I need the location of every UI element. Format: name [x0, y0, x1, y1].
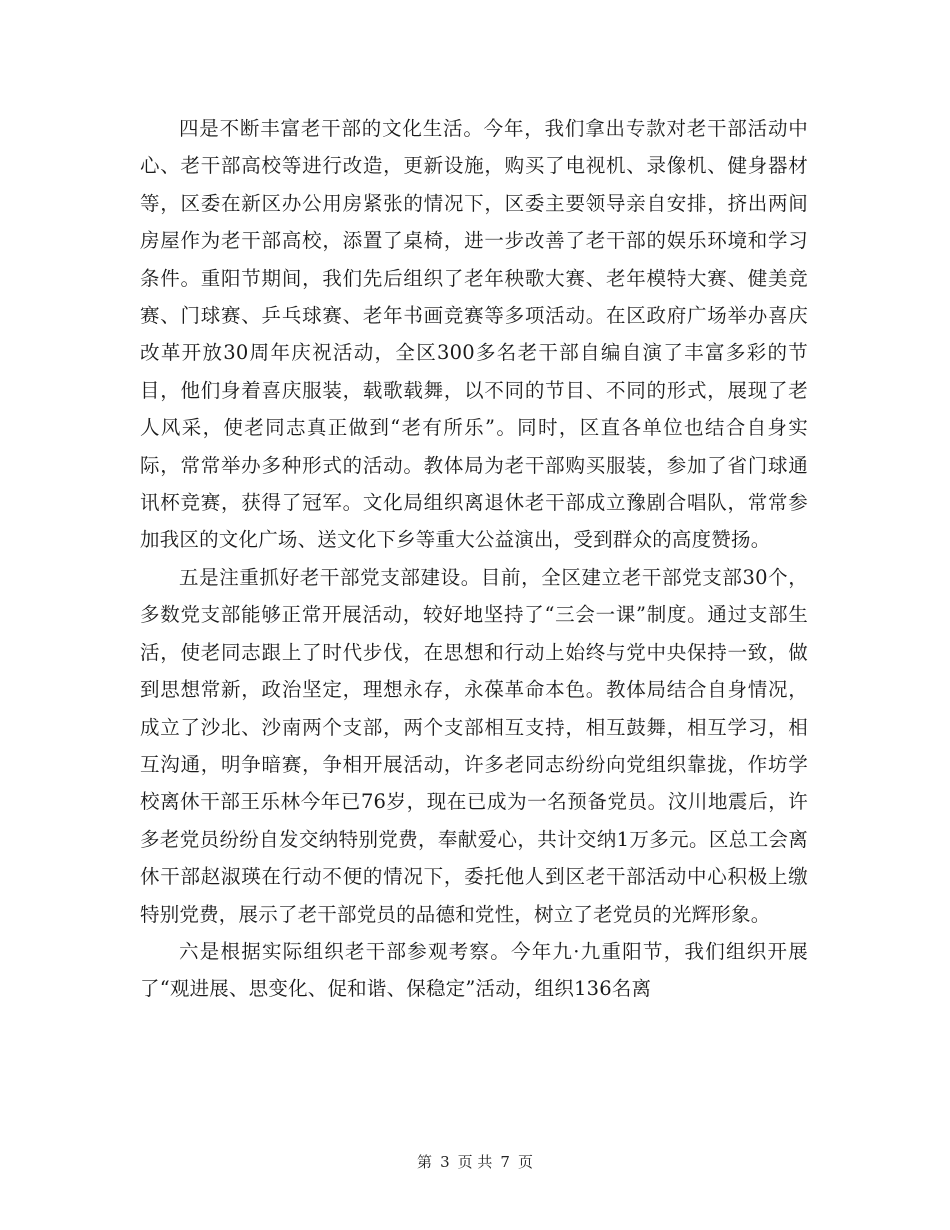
footer-suffix: 页 — [517, 1153, 533, 1171]
paragraph-culture-life: 四是不断丰富老干部的文化生活。今年，我们拿出专款对老干部活动中心、老干部高校等进行改造，更新设施，购买了电视机、录像机、健身器材等，区委在新区办公用房紧张的情况下，区委主要领导亲自安排，挤出两间房屋作为老干部高校，添置了桌椅，进一步改善了老干部的娱乐环境和学习条件。重阳节期间，我们先后组织了老年秧歌大赛、老年模特大赛、健美竞赛、门球赛、乒乓球赛、老年书画竞赛等多项活动。在区政府广场举办喜庆改革开放30周年庆祝活动，全区300多名老干部自编自演了丰富多彩的节目，他们身着喜庆服装，载歌载舞，以不同的节目、不同的形式，展现了老人风采，使老同志真正做到“老有所乐”。同时，区直各单位也结合自身实际，常常举办多种形式的活动。教体局为老干部购买服装，参加了省门球通讯杯竞赛，获得了冠军。文化局组织离退休老干部成立豫剧合唱队，常常参加我区的文化广场、送文化下乡等重大公益演出，受到群众的高度赞扬。 — [140, 117, 808, 552]
paragraph-visit-inspection: 六是根据实际组织老干部参观考察。今年九·九重阳节，我们组织开展了“观进展、思变化、促和谐、保稳定”活动，组织136名离 — [140, 939, 808, 1001]
footer-page-number: 3 — [440, 1153, 450, 1171]
page-footer — [0, 1152, 950, 1172]
footer-middle: 页 共 — [457, 1153, 493, 1171]
footer-total-pages: 7 — [500, 1153, 510, 1171]
footer-prefix: 第 — [417, 1153, 433, 1171]
document-body — [140, 110, 808, 1008]
paragraph-party-branch: 五是注重抓好老干部党支部建设。目前，全区建立老干部党支部30个，多数党支部能够正常开展活动，较好地坚持了“三会一课”制度。通过支部生活，使老同志跟上了时代步伐，在思想和行动上始终与党中央保持一致，做到思想常新，政治坚定，理想永存，永葆革命本色。教体局结合自身情况，成立了沙北、沙南两个支部，两个支部相互支持，相互鼓舞，相互学习，相互沟通，明争暗赛，争相开展活动，许多老同志纷纷向党组织靠拢，作坊学校离休干部王乐林今年已76岁，现在已成为一名预备党员。汶川地震后，许多老党员纷纷自发交纳特别党费，奉献爱心，共计交纳1万多元。区总工会离休干部赵淑瑛在行动不便的情况下，委托他人到区老干部活动中心积极上缴特别党费，展示了老干部党员的品德和党性，树立了老党员的光辉形象。 — [140, 565, 808, 926]
